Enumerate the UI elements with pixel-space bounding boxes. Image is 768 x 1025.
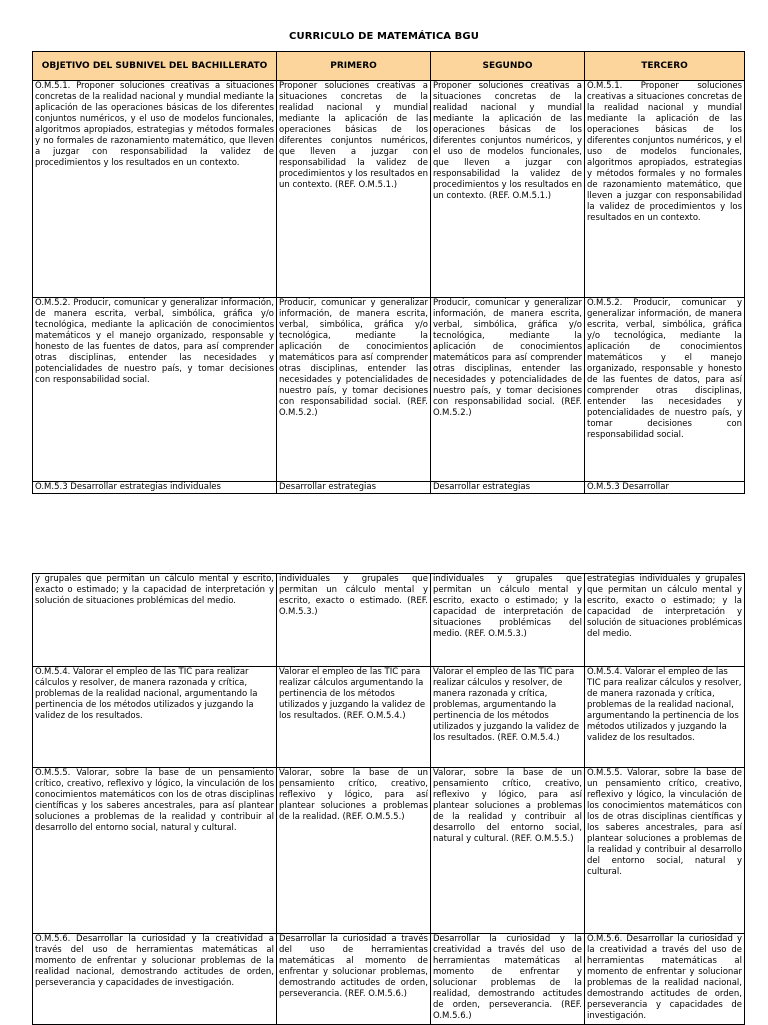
- table-row-om53-start: [33, 482, 745, 494]
- header-primero: PRIMERO: [277, 52, 431, 81]
- cell-primero: Proponer soluciones creativas a situaciones concretas de la realidad nacional y mundial mediante la aplicación de las operaciones básicas de los diferentes conjuntos numéricos, que lleven a juzgar con responsabilidad la validez de procedimientos y los resultados en un contexto. (REF. O.M.5.1.): [277, 81, 431, 298]
- cell-objetivo: O.M.5.1. Proponer soluciones creativas a situaciones concretas de la realidad nacional y mundial mediante la aplicación de las operaciones básicas de los diferentes conjuntos numéricos, y el uso de modelos funcionales, algoritmos apropiados, estrategias y métodos formales y no formales de razonamiento matemático, que lleven a juzgar con responsabilidad la validez de procedimientos y los resultados en un contexto.: [33, 81, 277, 298]
- cell-primero: Desarrollar la curiosidad a través del uso de herramientas matemáticas al momento de enfrentar y solucionar problemas, demostrando actitudes de orden, perseverancia. (REF. O.M.5.6.): [277, 934, 431, 1025]
- cell-segundo: Producir, comunicar y generalizar información, de manera escrita, verbal, simbólica, gráfica y/o tecnológica, mediante la aplicación de conocimientos matemáticos para así comprender otras disciplinas, entender las necesidades y potencialidades de nuestro país, y tomar decisiones con responsabilidad social. (REF. O.M.5.2.): [431, 298, 585, 482]
- cell-tercero: O.M.5.3 Desarrollar: [585, 482, 745, 494]
- document-title: CURRICULO DE MATEMÁTICA BGU: [289, 31, 479, 42]
- table-row-om55: [33, 768, 745, 934]
- cell-segundo: Desarrollar la curiosidad y la creatividad a través del uso de herramientas matemáticas al momento de enfrentar y solucionar problemas de la realidad, demostrando actitudes de orden, perseverancia. (REF. O.M.5.6.): [431, 934, 585, 1025]
- cell-tercero: O.M.5.6. Desarrollar la curiosidad y la creatividad a través del uso de herramientas matemáticas al momento de enfrentar y solucionar problemas de la realidad nacional, demostrando actitudes de orden, perseverancia y capacidades de investigación.: [585, 934, 745, 1025]
- cell-tercero: O.M.5.4. Valorar el empleo de las TIC para realizar cálculos y resolver, de manera razonada y crítica, problemas de la realidad nacional, argumentando la pertinencia de los métodos utilizados y juzgando la validez de los resultados.: [585, 667, 745, 768]
- cell-primero: Desarrollar estrategias: [277, 482, 431, 494]
- cell-tercero: estrategias individuales y grupales que permitan un cálculo mental y escrito, exacto o estimado; y la capacidad de interpretación y solución de situaciones problémicas del medio.: [585, 574, 745, 667]
- cell-segundo: Valorar el empleo de las TIC para realizar cálculos y resolver, de manera razonada y crítica, problemas, argumentando la pertinencia de los métodos utilizados y juzgando la validez de los resultados. (REF. O.M.5.4.): [431, 667, 585, 768]
- cell-tercero: O.M.5.2. Producir, comunicar y generalizar información, de manera escrita, verbal, simbólica, gráfica y/o tecnológica, mediante la aplicación de conocimientos matemáticos y el manejo organizado, responsable y honesto de las fuentes de datos, para así comprender otras disciplinas, entender las necesidades y potencialidades de nuestro país, y tomar decisiones con responsabilidad social.: [585, 298, 745, 482]
- cell-objetivo: y grupales que permitan un cálculo mental y escrito, exacto o estimado; y la capacidad de interpretación y solución de situaciones problémicas del medio.: [33, 574, 277, 667]
- cell-objetivo: O.M.5.2. Producir, comunicar y generalizar información, de manera escrita, verbal, simbólica, gráfica y/o tecnológica, mediante la aplicación de conocimientos matemáticos y el manejo organizado, responsable y honesto de las fuentes de datos, para así comprender otras disciplinas, entender las necesidades y potencialidades de nuestro país, y tomar decisiones con responsabilidad social.: [33, 298, 277, 482]
- header-tercero: TERCERO: [585, 52, 745, 81]
- table-row-om52: [33, 298, 745, 482]
- table-header-row: [33, 52, 745, 81]
- cell-tercero: O.M.5.1. Proponer soluciones creativas a situaciones concretas de la realidad nacional y mundial mediante la aplicación de las operaciones básicas de los diferentes conjuntos numéricos, y el uso de modelos funcionales, algoritmos apropiados, estrategias y métodos formales y no formales de razonamiento matemático, que lleven a juzgar con responsabilidad la validez de procedimientos y los resultados en un contexto.: [585, 81, 745, 298]
- cell-segundo: Valorar, sobre la base de un pensamiento crítico, creativo, reflexivo y lógico, para así plantear soluciones a problemas de la realidad y contribuir al desarrollo del entorno social, natural y cultural. (REF. O.M.5.5.): [431, 768, 585, 934]
- table-row-om53-continued: [33, 574, 745, 667]
- cell-primero: Valorar el empleo de las TIC para realizar cálculos argumentando la pertinencia de los métodos utilizados y juzgando la validez de los resultados. (REF. O.M.5.4.): [277, 667, 431, 768]
- cell-objetivo: O.M.5.4. Valorar el empleo de las TIC para realizar cálculos y resolver, de manera razonada y crítica, problemas de la realidad nacional, argumentando la pertinencia de los métodos utilizados y juzgando la validez de los resultados.: [33, 667, 277, 768]
- header-segundo: SEGUNDO: [431, 52, 585, 81]
- table-row-om54: [33, 667, 745, 768]
- table-row-om51: [33, 81, 745, 298]
- table-row-om56: [33, 934, 745, 1025]
- curriculum-table-page-1: [32, 51, 745, 494]
- cell-objetivo: O.M.5.6. Desarrollar la curiosidad y la creatividad a través del uso de herramientas matemáticas al momento de enfrentar y solucionar problemas de la realidad nacional, demostrando actitudes de orden, perseverancia y capacidades de investigación.: [33, 934, 277, 1025]
- cell-primero: Valorar, sobre la base de un pensamiento crítico, creativo, reflexivo y lógico, para así plantear soluciones a problemas de la realidad. (REF. O.M.5.5.): [277, 768, 431, 934]
- cell-primero: Producir, comunicar y generalizar información, de manera escrita, verbal, simbólica, gráfica y/o tecnológica, mediante la aplicación de conocimientos matemáticos para así comprender otras disciplinas, entender las necesidades y potencialidades de nuestro país, y tomar decisiones con responsabilidad social. (REF. O.M.5.2.): [277, 298, 431, 482]
- cell-tercero: O.M.5.5. Valorar, sobre la base de un pensamiento crítico, creativo, reflexivo y lógico, la vinculación de los conocimientos matemáticos con los de otras disciplinas científicas y los saberes ancestrales, para así plantear soluciones a problemas de la realidad y contribuir al desarrollo del entorno social, natural y cultural.: [585, 768, 745, 934]
- cell-objetivo: O.M.5.3 Desarrollar estrategias individuales: [33, 482, 277, 494]
- curriculum-table-page-2: [32, 573, 745, 1025]
- cell-segundo: Proponer soluciones creativas a situaciones concretas de la realidad nacional y mundial mediante la aplicación de las operaciones básicas de los diferentes conjuntos numéricos, y el uso de modelos funcionales, que lleven a juzgar con responsabilidad la validez de procedimientos y los resultados en un contexto. (REF. O.M.5.1.): [431, 81, 585, 298]
- cell-objetivo: O.M.5.5. Valorar, sobre la base de un pensamiento crítico, creativo, reflexivo y lógico, la vinculación de los conocimientos matemáticos con los de otras disciplinas científicas y los saberes ancestrales, para así plantear soluciones a problemas de la realidad y contribuir al desarrollo del entorno social, natural y cultural.: [33, 768, 277, 934]
- cell-primero: individuales y grupales que permitan un cálculo mental y escrito, exacto o estimado. (REF. O.M.5.3.): [277, 574, 431, 667]
- cell-segundo: Desarrollar estrategias: [431, 482, 585, 494]
- header-objetivo: OBJETIVO DEL SUBNIVEL DEL BACHILLERATO: [33, 52, 277, 81]
- cell-segundo: individuales y grupales que permitan un cálculo mental y escrito, exacto o estimado; y la capacidad de interpretación de situaciones problémicas del medio. (REF. O.M.5.3.): [431, 574, 585, 667]
